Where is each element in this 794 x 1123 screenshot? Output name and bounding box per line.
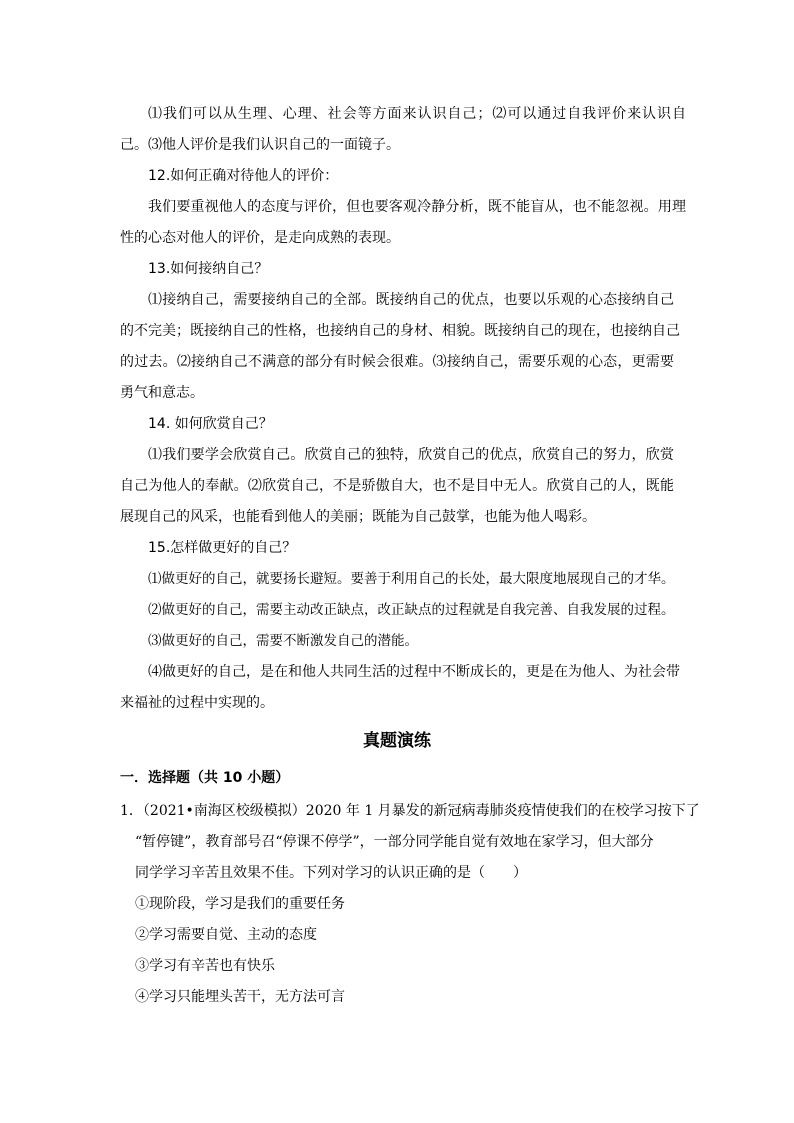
q14-line-3: 展现自己的风采，也能看到他人的美丽；既能为自己鼓掌，也能为他人喝彩。 (120, 509, 596, 525)
q13-title: 13.如何接纳自己？ (148, 261, 269, 277)
q1-option-4: ④学习只能埋头苦干，无方法可言 (135, 989, 345, 1005)
q1-line-3: 同学学习辛苦且效果不佳。下列对学习的认识正确的是（ ） (135, 865, 527, 881)
q1-option-1: ①现阶段，学习是我们的重要任务 (135, 896, 345, 912)
section-heading: 一．选择题（共 10 小题） (120, 770, 290, 786)
s11-line-2: 己。⑶他人评价是我们认识自己的一面镜子。 (120, 137, 400, 153)
q12-line-1: 我们要重视他人的态度与评价，但也要客观冷静分析，既不能盲从，也不能忽视。用理 (148, 199, 686, 215)
q14-line-2: 自己为他人的奉献。⑵欣赏自己，不是骄傲自大，也不是目中无人。欣赏自己的人，既能 (120, 478, 674, 494)
practice-heading: 真题演练 (363, 731, 431, 751)
q13-line-1: ⑴接纳自己，需要接纳自己的全部。既接纳自己的优点，也要以乐观的心态接纳自己 (148, 292, 674, 308)
q13-line-2: 的不完美；既接纳自己的性格，也接纳自己的身材、相貌。既接纳自己的现在，也接纳自己 (120, 323, 680, 339)
q12-line-2: 性的心态对他人的评价，是走向成熟的表现。 (120, 230, 400, 246)
q14-title: 14. 如何欣赏自己？ (148, 416, 273, 432)
q15-point-1: ⑴做更好的自己，就要扬长避短。要善于利用自己的长处，最大限度地展现自己的才华。 (148, 571, 675, 587)
q15-point-2: ⑵做更好的自己，需要主动改正缺点，改正缺点的过程就是自我完善、自我发展的过程。 (148, 602, 675, 618)
s11-line-1: ⑴我们可以从生理、心理、社会等方面来认识自己；⑵可以通过自我评价来认识自 (148, 106, 686, 122)
q1-line-1: 1．（2021•南海区校级模拟）2020 年 1 月暴发的新冠病毒肺炎疫情使我们的在校学习按下了 (120, 803, 700, 819)
q14-line-1: ⑴我们要学会欣赏自己。欣赏自己的独特，欣赏自己的优点，欣赏自己的努力，欣赏 (148, 447, 674, 463)
q15-point-4a: ⑷做更好的自己，是在和他人共同生活的过程中不断成长的，更是在为他人、为社会带 (148, 664, 680, 680)
q13-line-4: 勇气和意志。 (120, 385, 204, 401)
q15-point-4b: 来福祉的过程中实现的。 (120, 695, 274, 711)
q1-option-2: ②学习需要自觉、主动的态度 (135, 927, 317, 943)
q12-title: 12.如何正确对待他人的评价： (148, 168, 339, 184)
q15-title: 15.怎样做更好的自己？ (148, 540, 297, 556)
q1-option-3: ③学习有辛苦也有快乐 (135, 958, 275, 974)
q15-point-3: ⑶做更好的自己，需要不断激发自己的潜能。 (148, 633, 418, 649)
q1-line-2: “暂停键”，教育部号召“停课不停学”，一部分同学能自觉有效地在家学习，但大部分 (135, 834, 654, 850)
q13-line-3: 的过去。⑵接纳自己不满意的部分有时候会很难。⑶接纳自己，需要乐观的心态，更需要 (120, 354, 674, 370)
